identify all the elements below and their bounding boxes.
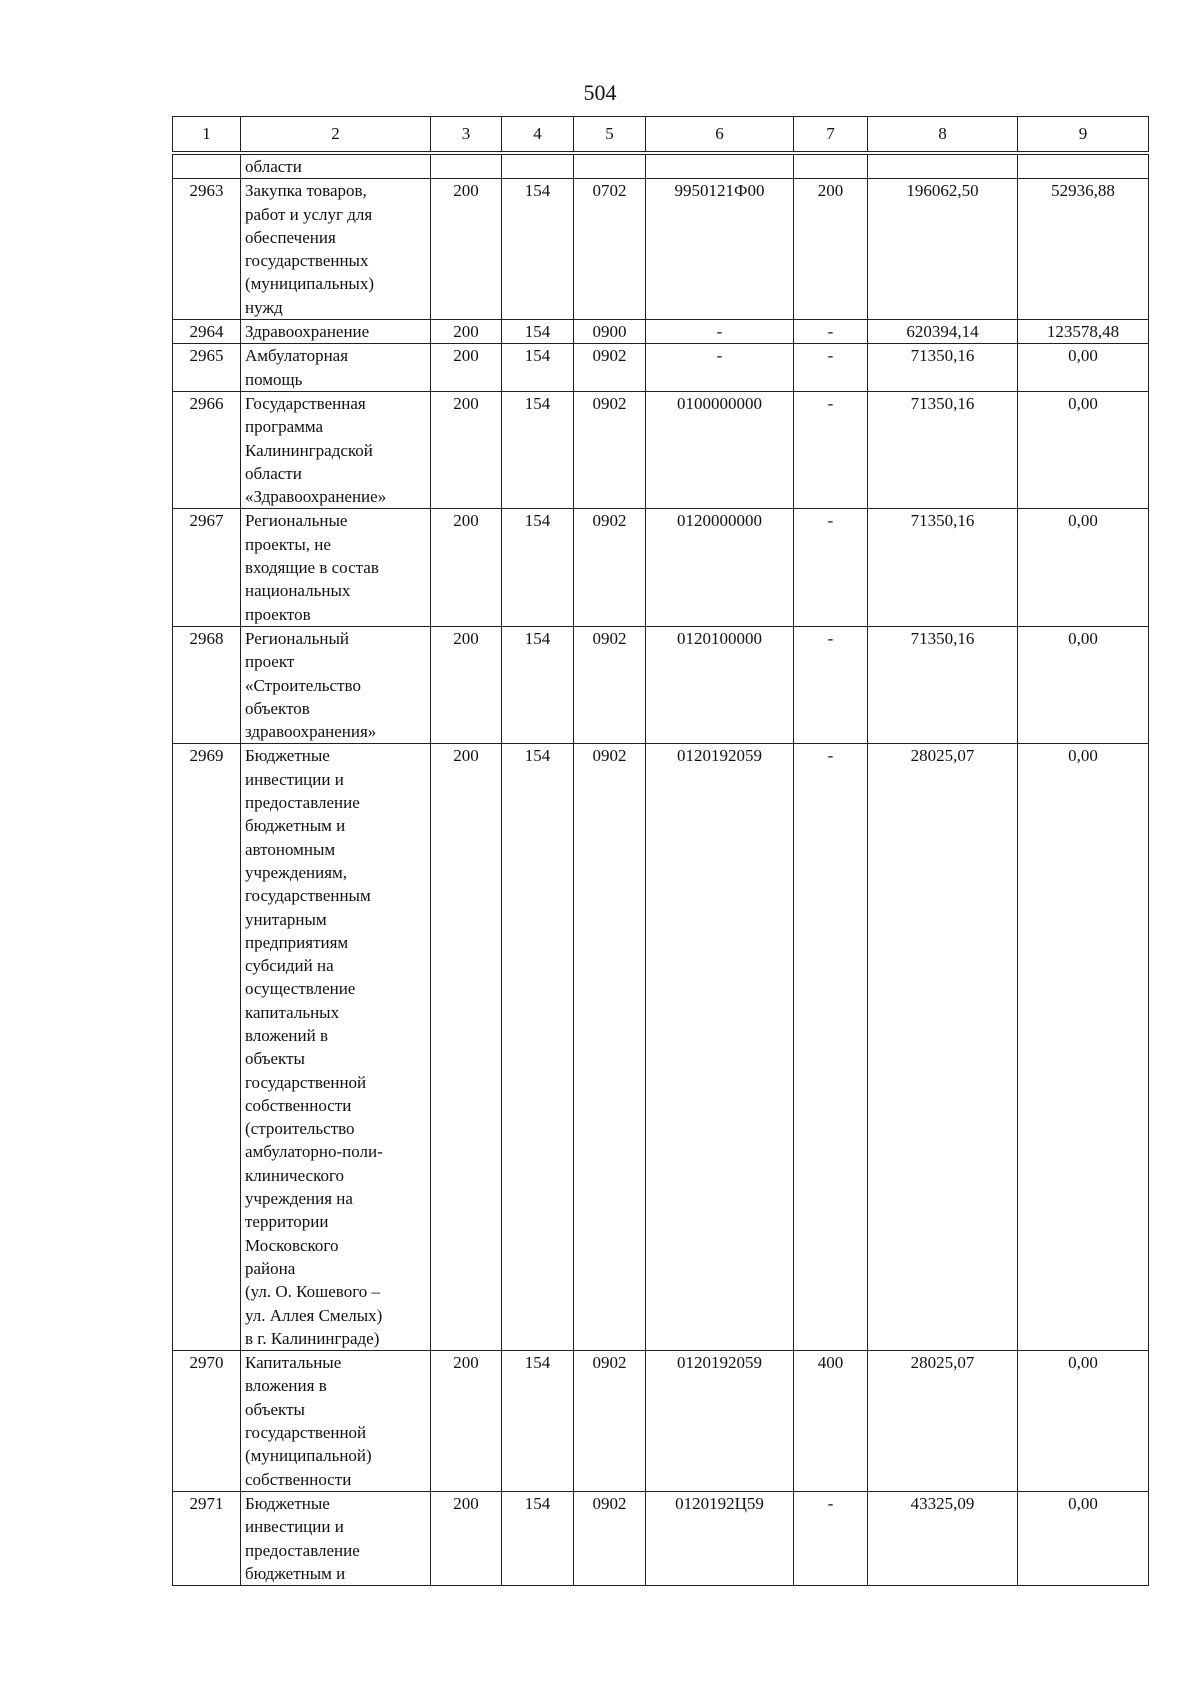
- description-cell: Региональные проекты, не входящие в состав национальных проектов: [241, 509, 431, 626]
- table-row: [173, 179, 1149, 320]
- amount-cell-2: [1018, 153, 1149, 179]
- column-header-8: 8: [868, 117, 1018, 154]
- code-cell-3: 200: [431, 744, 502, 1351]
- amount-cell-2: 0,00: [1018, 509, 1149, 626]
- expense-type-cell: [794, 153, 868, 179]
- description-cell: Капитальные вложения в объекты государственной (муниципальной) собственности: [241, 1351, 431, 1492]
- section-code-cell: 0902: [574, 1491, 646, 1585]
- amount-cell: 28025,07: [868, 744, 1018, 1351]
- code-cell-3: [431, 153, 502, 179]
- row-number-cell: 2966: [173, 391, 241, 508]
- section-code-cell: 0902: [574, 344, 646, 392]
- amount-cell-2: 0,00: [1018, 344, 1149, 392]
- expense-type-cell: 200: [794, 179, 868, 320]
- budget-table: [172, 116, 1149, 1586]
- description-cell: Государственная программа Калининградской области «Здравоохранение»: [241, 391, 431, 508]
- code-cell-4: 154: [502, 320, 574, 344]
- code-cell-4: 154: [502, 344, 574, 392]
- code-cell-4: 154: [502, 1351, 574, 1492]
- column-header-5: 5: [574, 117, 646, 154]
- amount-cell: 620394,14: [868, 320, 1018, 344]
- code-cell-3: 200: [431, 391, 502, 508]
- expense-type-cell: -: [794, 744, 868, 1351]
- description-cell: Бюджетные инвестиции и предоставление бюджетным и автономным учреждениям, государственным унитарным предприятиям субсидий на осуществление капитальных вложений в объекты государственной собственности (строительство амбулаторно-поли- клинического учреждения на территории Московского района (ул. О. Кошевого – ул. Аллея Смелых) в г. Калининграде): [241, 744, 431, 1351]
- amount-cell: [868, 153, 1018, 179]
- table-row: [173, 153, 1149, 179]
- target-code-cell: 0120100000: [646, 626, 794, 743]
- row-number-cell: 2964: [173, 320, 241, 344]
- section-code-cell: 0902: [574, 1351, 646, 1492]
- description-cell: Бюджетные инвестиции и предоставление бюджетным и: [241, 1491, 431, 1585]
- table-row: [173, 320, 1149, 344]
- row-number-cell: 2968: [173, 626, 241, 743]
- header-row: [173, 117, 1149, 154]
- row-number-cell: 2963: [173, 179, 241, 320]
- target-code-cell: -: [646, 344, 794, 392]
- row-number-cell: 2969: [173, 744, 241, 1351]
- code-cell-4: 154: [502, 391, 574, 508]
- amount-cell: 43325,09: [868, 1491, 1018, 1585]
- expense-type-cell: -: [794, 391, 868, 508]
- table-row: [173, 1351, 1149, 1492]
- column-header-9: 9: [1018, 117, 1149, 154]
- table-row: [173, 626, 1149, 743]
- page-number: 504: [583, 80, 617, 105]
- amount-cell: 71350,16: [868, 509, 1018, 626]
- description-cell: Региональный проект «Строительство объектов здравоохранения»: [241, 626, 431, 743]
- code-cell-4: 154: [502, 179, 574, 320]
- amount-cell-2: 0,00: [1018, 744, 1149, 1351]
- description-cell: Здравоохранение: [241, 320, 431, 344]
- table-row: [173, 744, 1149, 1351]
- target-code-cell: 0100000000: [646, 391, 794, 508]
- amount-cell-2: 123578,48: [1018, 320, 1149, 344]
- table-row: [173, 509, 1149, 626]
- section-code-cell: 0702: [574, 179, 646, 320]
- row-number-cell: 2965: [173, 344, 241, 392]
- code-cell-4: 154: [502, 1491, 574, 1585]
- code-cell-3: 200: [431, 1351, 502, 1492]
- column-header-1: 1: [173, 117, 241, 154]
- table-row: [173, 344, 1149, 392]
- row-number-cell: [173, 153, 241, 179]
- table-row: [173, 391, 1149, 508]
- description-cell: Закупка товаров, работ и услуг для обеспечения государственных (муниципальных) нужд: [241, 179, 431, 320]
- column-header-2: 2: [241, 117, 431, 154]
- section-code-cell: 0902: [574, 626, 646, 743]
- target-code-cell: 9950121Ф00: [646, 179, 794, 320]
- code-cell-3: 200: [431, 344, 502, 392]
- expense-type-cell: -: [794, 1491, 868, 1585]
- column-header-6: 6: [646, 117, 794, 154]
- amount-cell-2: 0,00: [1018, 1351, 1149, 1492]
- expense-type-cell: -: [794, 320, 868, 344]
- amount-cell-2: 0,00: [1018, 626, 1149, 743]
- amount-cell: 196062,50: [868, 179, 1018, 320]
- code-cell-3: 200: [431, 179, 502, 320]
- target-code-cell: -: [646, 320, 794, 344]
- amount-cell: 71350,16: [868, 626, 1018, 743]
- amount-cell: 28025,07: [868, 1351, 1018, 1492]
- table-row: [173, 1491, 1149, 1585]
- description-cell: Амбулаторная помощь: [241, 344, 431, 392]
- section-code-cell: 0900: [574, 320, 646, 344]
- amount-cell: 71350,16: [868, 344, 1018, 392]
- row-number-cell: 2970: [173, 1351, 241, 1492]
- target-code-cell: 0120192059: [646, 744, 794, 1351]
- section-code-cell: 0902: [574, 744, 646, 1351]
- expense-type-cell: -: [794, 344, 868, 392]
- code-cell-3: 200: [431, 1491, 502, 1585]
- column-header-4: 4: [502, 117, 574, 154]
- section-code-cell: 0902: [574, 509, 646, 626]
- amount-cell-2: 52936,88: [1018, 179, 1149, 320]
- expense-type-cell: -: [794, 509, 868, 626]
- amount-cell: 71350,16: [868, 391, 1018, 508]
- expense-type-cell: -: [794, 626, 868, 743]
- section-code-cell: [574, 153, 646, 179]
- code-cell-4: [502, 153, 574, 179]
- row-number-cell: 2971: [173, 1491, 241, 1585]
- target-code-cell: 0120192059: [646, 1351, 794, 1492]
- target-code-cell: 0120192Ц59: [646, 1491, 794, 1585]
- amount-cell-2: 0,00: [1018, 391, 1149, 508]
- section-code-cell: 0902: [574, 391, 646, 508]
- code-cell-4: 154: [502, 744, 574, 1351]
- description-cell: области: [241, 153, 431, 179]
- row-number-cell: 2967: [173, 509, 241, 626]
- code-cell-4: 154: [502, 509, 574, 626]
- column-header-7: 7: [794, 117, 868, 154]
- expense-type-cell: 400: [794, 1351, 868, 1492]
- code-cell-3: 200: [431, 509, 502, 626]
- table-body: [173, 153, 1149, 1586]
- column-header-3: 3: [431, 117, 502, 154]
- target-code-cell: 0120000000: [646, 509, 794, 626]
- code-cell-3: 200: [431, 320, 502, 344]
- code-cell-4: 154: [502, 626, 574, 743]
- target-code-cell: [646, 153, 794, 179]
- code-cell-3: 200: [431, 626, 502, 743]
- amount-cell-2: 0,00: [1018, 1491, 1149, 1585]
